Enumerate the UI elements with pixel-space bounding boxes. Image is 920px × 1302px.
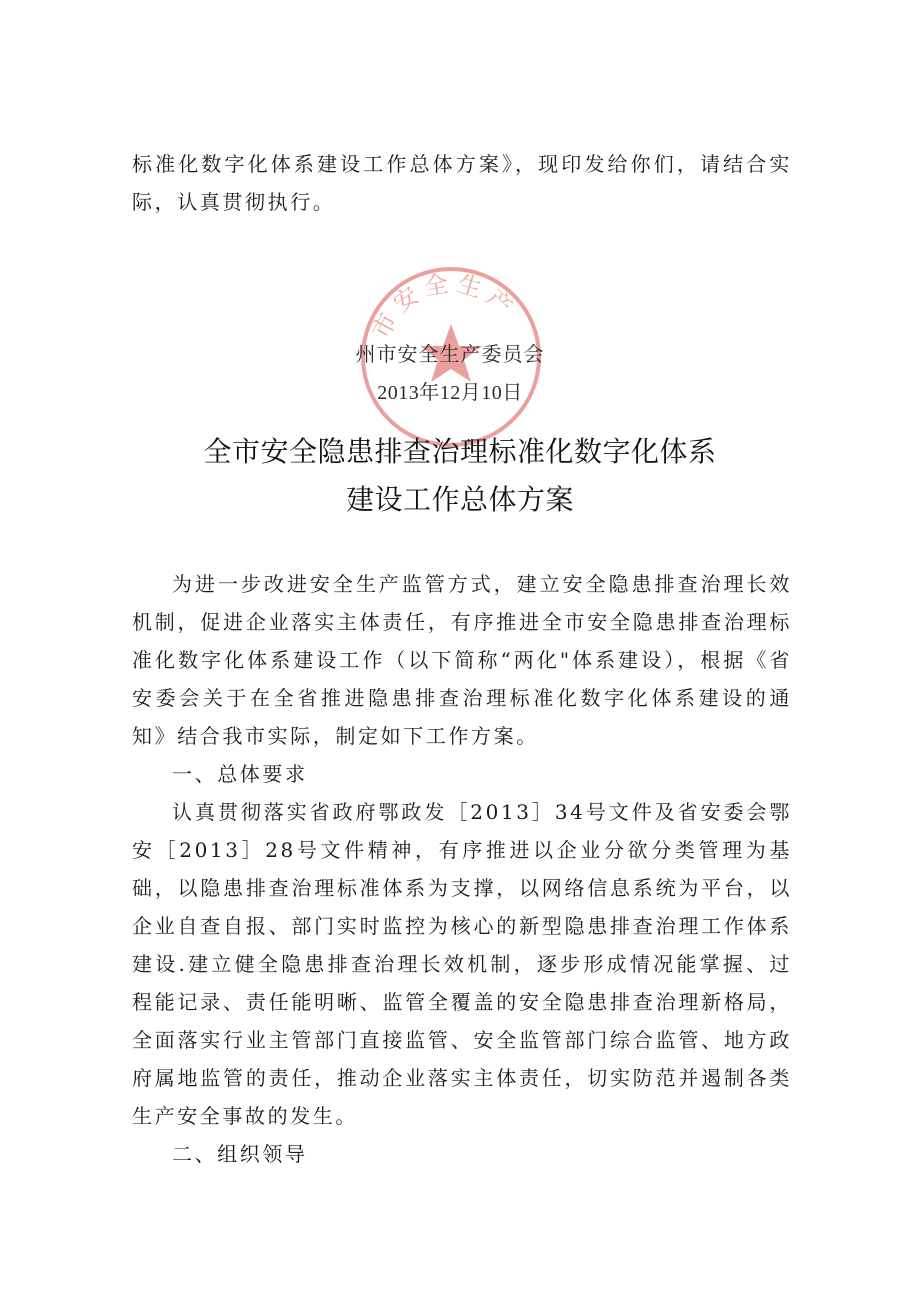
intro-paragraph (132, 145, 792, 221)
paragraph-purpose: 为进一步改进安全生产监管方式，建立安全隐患排查治理长效机制，促进企业落实主体责任，有序推进全市安全隐患排查治理标准化数字化体系建设工作（以下简称“两化"体系建设），根据《省安委会关于在全省推进隐患排查治理标准化数字化体系建设的通知》结合我市实际，制定如下工作方案。 (132, 572, 792, 748)
intro-text: 标准化数字化体系建设工作总体方案》，现印发给你们，请结合实际，认真贯彻执行。 (132, 152, 792, 214)
document-title-line-2: 建设工作总体方案 (345, 483, 574, 516)
svg-text:市安全生产 (367, 269, 522, 343)
section-heading-organization-leadership: 二、组织领导 (172, 1142, 308, 1166)
seal-ring-text: 市安全生产 (366, 268, 522, 343)
document-title-line-1: 全市安全隐患排查治理标准化数字化体系 (203, 435, 717, 468)
document-body (132, 565, 792, 1173)
signature-date: 2013年12月10日 (377, 382, 523, 404)
paragraph-general-requirements: 认真贯彻落实省政府鄂政发［2013］34号文件及省安委会鄂安［2013］28号文件精神，有序推进以企业分欲分类管理为基础，以隐患排查治理标准体系为支撑，以网络信息系统为平台，以企业自查自报、部门实时监控为核心的新型隐患排查治理工作体系建设.建立健全隐患排查治理长效机制，逐步形成情况能掌握、过程能记录、责任能明晰、监管全覆盖的安全隐患排查治理新格局，全面落实行业主管部门直接监管、安全监管部门综合监管、地方政府属地监管的责任，推动企业落实主体责任，切实防范并遏制各类生产安全事故的发生。 (132, 800, 792, 1128)
signature-organization: 州市安全生产委员会 (355, 344, 545, 366)
section-heading-general-requirements: 一、总体要求 (172, 762, 308, 786)
